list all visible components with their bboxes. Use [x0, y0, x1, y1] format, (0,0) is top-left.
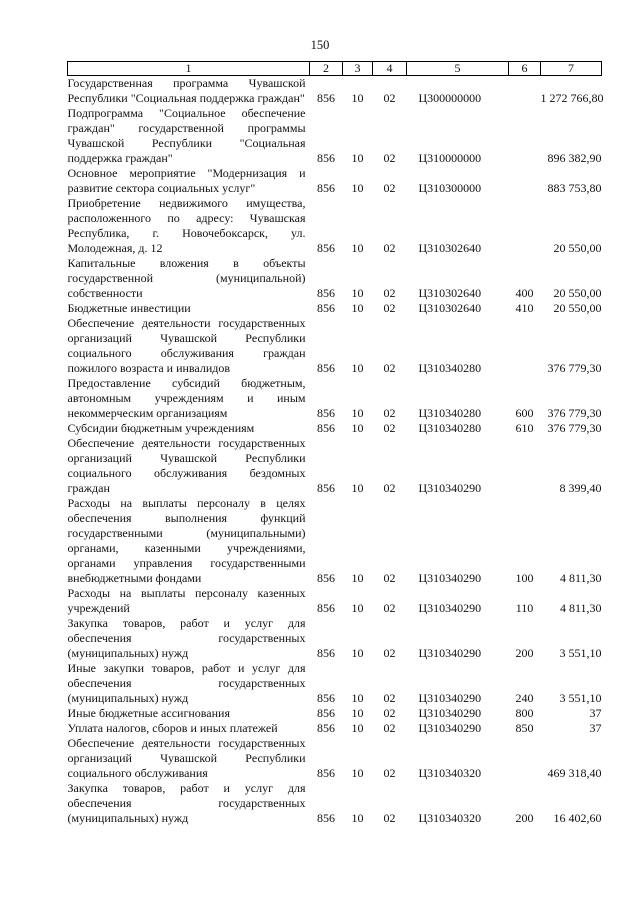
row-expense-type: 200	[515, 646, 534, 660]
row-ministry-code: 856	[317, 706, 335, 720]
row-subsection-code: 02	[383, 721, 396, 735]
row-description: Подпрограмма "Социальное обеспечение граждан" государственной программы Чувашской Республики "Социальная поддержка граждан"	[67, 106, 306, 165]
row-target-article: Ц310340290	[418, 571, 482, 585]
row-ministry-code: 856	[317, 406, 335, 420]
row-subsection-code: 02	[383, 481, 396, 495]
row-description: Субсидии бюджетным учреждениям	[67, 421, 255, 435]
row-expense-type	[509, 166, 541, 196]
row-section-code: 10	[351, 691, 364, 705]
row-expense-type: 600	[515, 406, 534, 420]
row-amount: 376 779,30	[547, 406, 602, 420]
table-body	[68, 76, 602, 827]
row-target-article: Ц300000000	[418, 91, 482, 105]
row-ministry-code: 856	[317, 181, 335, 195]
table-row	[68, 76, 602, 107]
row-target-article: Ц310340290	[418, 601, 482, 615]
row-section-code: 10	[351, 301, 364, 315]
row-amount: 1 272 766,80	[540, 91, 604, 105]
row-amount: 20 550,00	[553, 241, 602, 255]
row-description: Предоставление субсидий бюджетным, автономным учреждениям и иным некоммерческим организациям	[67, 376, 306, 420]
table-row	[68, 781, 602, 826]
row-target-article: Ц310302640	[418, 241, 482, 255]
row-description: Основное мероприятие "Модернизация и развитие сектора социальных услуг"	[67, 166, 306, 195]
table-header	[68, 62, 602, 76]
table-row	[68, 256, 602, 301]
row-subsection-code: 02	[383, 241, 396, 255]
row-ministry-code: 856	[317, 91, 335, 105]
row-description: Иные закупки товаров, работ и услуг для обеспечения государственных (муниципальных) нужд	[67, 661, 306, 705]
page-number: 150	[310, 38, 330, 52]
row-section-code: 10	[351, 181, 364, 195]
row-amount: 37	[589, 721, 602, 735]
table-row	[68, 616, 602, 661]
budget-table	[67, 61, 602, 826]
row-amount: 883 753,80	[547, 181, 602, 195]
row-target-article: Ц310302640	[418, 301, 482, 315]
row-target-article: Ц310300000	[418, 181, 482, 195]
row-subsection-code: 02	[383, 361, 396, 375]
table-row	[68, 376, 602, 421]
row-section-code: 10	[351, 481, 364, 495]
row-section-code: 10	[351, 721, 364, 735]
row-expense-type: 240	[515, 691, 534, 705]
row-amount: 20 550,00	[553, 301, 602, 315]
row-description: Бюджетные инвестиции	[67, 301, 191, 315]
row-description: Уплата налогов, сборов и иных платежей	[67, 721, 278, 735]
header-col-7: 7	[541, 62, 602, 76]
row-description: Капитальные вложения в объекты государственной (муниципальной) собственности	[67, 256, 306, 300]
row-description: Закупка товаров, работ и услуг для обеспечения государственных (муниципальных) нужд	[67, 781, 306, 825]
row-ministry-code: 856	[317, 571, 335, 585]
row-ministry-code: 856	[317, 721, 335, 735]
row-ministry-code: 856	[317, 646, 335, 660]
table-row	[68, 166, 602, 196]
row-section-code: 10	[351, 241, 364, 255]
row-description: Расходы на выплаты персоналу казенных учреждений	[67, 586, 306, 615]
row-section-code: 10	[351, 811, 364, 825]
row-description: Обеспечение деятельности государственных организаций Чувашской Республики социального обслуживания бездомных граждан	[67, 436, 306, 495]
header-col-5: 5	[407, 62, 509, 76]
row-expense-type: 800	[515, 706, 534, 720]
row-ministry-code: 856	[317, 241, 335, 255]
header-col-1: 1	[68, 62, 310, 76]
row-description: Обеспечение деятельности государственных организаций Чувашской Республики социального обслуживания	[67, 736, 306, 780]
row-target-article: Ц310340280	[418, 361, 482, 375]
row-target-article: Ц310340290	[418, 481, 482, 495]
row-ministry-code: 856	[317, 301, 335, 315]
row-amount: 3 551,10	[559, 646, 602, 660]
row-expense-type: 200	[515, 811, 534, 825]
row-expense-type	[509, 436, 541, 496]
row-expense-type: 110	[515, 601, 534, 615]
row-subsection-code: 02	[383, 691, 396, 705]
row-expense-type: 410	[515, 301, 534, 315]
row-amount: 3 551,10	[559, 691, 602, 705]
row-section-code: 10	[351, 91, 364, 105]
row-description: Закупка товаров, работ и услуг для обеспечения государственных (муниципальных) нужд	[67, 616, 306, 660]
row-description: Государственная программа Чувашской Республики "Социальная поддержка граждан"	[67, 76, 306, 105]
row-amount: 8 399,40	[559, 481, 602, 495]
row-amount: 20 550,00	[553, 286, 602, 300]
row-subsection-code: 02	[383, 811, 396, 825]
row-section-code: 10	[351, 706, 364, 720]
row-section-code: 10	[351, 571, 364, 585]
row-ministry-code: 856	[317, 481, 335, 495]
row-target-article: Ц310340320	[418, 766, 482, 780]
row-target-article: Ц310340290	[418, 646, 482, 660]
header-col-2: 2	[310, 62, 343, 76]
table-row	[68, 586, 602, 616]
row-section-code: 10	[351, 361, 364, 375]
row-subsection-code: 02	[383, 91, 396, 105]
row-ministry-code: 856	[317, 421, 335, 435]
row-expense-type: 850	[515, 721, 534, 735]
row-subsection-code: 02	[383, 406, 396, 420]
table-row	[68, 196, 602, 256]
table-row	[68, 706, 602, 721]
row-section-code: 10	[351, 151, 364, 165]
row-ministry-code: 856	[317, 151, 335, 165]
row-expense-type	[509, 196, 541, 256]
row-expense-type: 100	[515, 571, 534, 585]
table-row	[68, 301, 602, 316]
row-section-code: 10	[351, 646, 364, 660]
row-subsection-code: 02	[383, 151, 396, 165]
row-amount: 4 811,30	[559, 601, 602, 615]
row-ministry-code: 856	[317, 691, 335, 705]
row-target-article: Ц310000000	[418, 151, 482, 165]
row-amount: 896 382,90	[547, 151, 602, 165]
row-expense-type: 610	[515, 421, 534, 435]
row-subsection-code: 02	[383, 571, 396, 585]
row-expense-type	[509, 316, 541, 376]
row-expense-type	[509, 76, 541, 107]
table-row	[68, 496, 602, 586]
table-row	[68, 736, 602, 781]
row-expense-type	[509, 106, 541, 166]
row-amount: 376 779,30	[547, 361, 602, 375]
row-ministry-code: 856	[317, 811, 335, 825]
row-target-article: Ц310340290	[418, 721, 482, 735]
row-target-article: Ц310340290	[418, 691, 482, 705]
row-amount: 4 811,30	[559, 571, 602, 585]
row-amount: 376 779,30	[547, 421, 602, 435]
row-section-code: 10	[351, 766, 364, 780]
table-row	[68, 421, 602, 436]
row-description: Обеспечение деятельности государственных организаций Чувашской Республики социального обслуживания граждан пожилого возраста и инвалидов	[67, 316, 306, 375]
row-section-code: 10	[351, 421, 364, 435]
row-amount: 16 402,60	[553, 811, 602, 825]
row-description: Иные бюджетные ассигнования	[67, 706, 230, 720]
row-description: Приобретение недвижимого имущества, расположенного по адресу: Чувашская Республика, г. Новочебоксарск, ул. Молодежная, д. 12	[67, 196, 306, 255]
row-ministry-code: 856	[317, 286, 335, 300]
header-col-6: 6	[509, 62, 541, 76]
row-ministry-code: 856	[317, 601, 335, 615]
row-subsection-code: 02	[383, 301, 396, 315]
row-subsection-code: 02	[383, 766, 396, 780]
row-target-article: Ц310340320	[418, 811, 482, 825]
row-ministry-code: 856	[317, 361, 335, 375]
row-description: Расходы на выплаты персоналу в целях обеспечения выполнения функций государственными (муниципальными) органами, казенными учреждениями, органами управления государственными внебюджетными фондами	[67, 496, 306, 585]
row-section-code: 10	[351, 601, 364, 615]
header-col-4: 4	[373, 62, 407, 76]
row-target-article: Ц310340290	[418, 706, 482, 720]
row-section-code: 10	[351, 406, 364, 420]
row-expense-type: 400	[515, 286, 534, 300]
row-amount: 37	[589, 706, 602, 720]
row-subsection-code: 02	[383, 646, 396, 660]
header-col-3: 3	[343, 62, 373, 76]
row-target-article: Ц310302640	[418, 286, 482, 300]
row-subsection-code: 02	[383, 421, 396, 435]
table-row	[68, 721, 602, 736]
row-amount: 469 318,40	[547, 766, 602, 780]
row-subsection-code: 02	[383, 601, 396, 615]
row-subsection-code: 02	[383, 706, 396, 720]
table-row	[68, 661, 602, 706]
table-row	[68, 316, 602, 376]
row-expense-type	[509, 736, 541, 781]
row-subsection-code: 02	[383, 286, 396, 300]
row-ministry-code: 856	[317, 766, 335, 780]
row-subsection-code: 02	[383, 181, 396, 195]
row-target-article: Ц310340280	[418, 421, 482, 435]
row-section-code: 10	[351, 286, 364, 300]
table-row	[68, 436, 602, 496]
row-target-article: Ц310340280	[418, 406, 482, 420]
table-row	[68, 106, 602, 166]
